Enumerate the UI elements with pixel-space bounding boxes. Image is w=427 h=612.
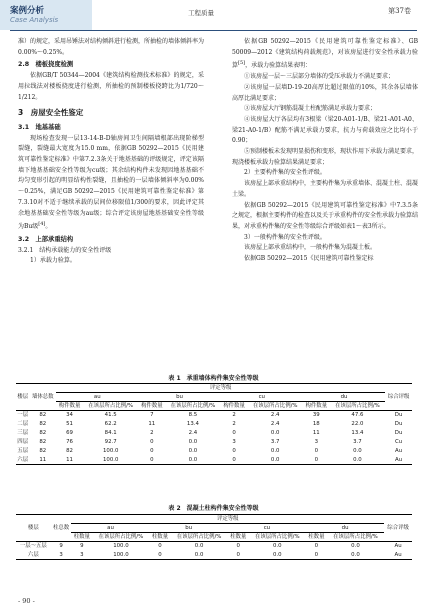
cell: 82 <box>39 439 47 445</box>
table1 <box>16 383 412 465</box>
cell: 18 <box>312 421 320 427</box>
cell: 0.0 <box>327 551 384 560</box>
cell: 51 <box>66 421 73 427</box>
paragraph: 准）的规定，采用吊锤法对结构倾斜进行检测，所抽检的墙体倾斜率为0.00%～0.25%。 <box>18 38 205 56</box>
cell: 2.4 <box>188 430 198 436</box>
cell: 13.4 <box>351 430 364 436</box>
list-item: ③该房屋大厅钢筋混凝土柱配筋满足承载力要求； <box>244 105 377 113</box>
paragraph: 该房屋上部承重结构中，一般构件集为混凝土板。 <box>244 244 377 252</box>
col-total-header: 柱总数 <box>51 515 72 542</box>
table-row <box>16 447 412 456</box>
cell: 0.0 <box>270 448 280 454</box>
cell: 82 <box>39 430 47 436</box>
right-column <box>232 37 418 265</box>
cell: 13.4 <box>186 421 199 427</box>
cell: 82 <box>39 421 47 427</box>
cell: 0 <box>236 543 240 550</box>
list-item: ①该房屋一层～三层部分墙体的受压承载力不满足要求； <box>244 73 395 81</box>
sub-ratio: 在该层所占比例/% <box>92 533 149 542</box>
col-floor-header: 楼层 <box>16 384 29 411</box>
cell: 二层 <box>17 421 29 427</box>
col-floor-header: 楼层 <box>16 515 51 542</box>
cell: 47.6 <box>351 412 364 419</box>
cell: 11 <box>148 421 156 427</box>
grade-cu: cu <box>228 524 306 533</box>
cell: 三层 <box>17 430 29 436</box>
paragraph: 依据GB 50292—2015《民用建筑可靠性鉴定标 <box>244 255 374 263</box>
cell: 0 <box>306 551 327 560</box>
sub-ratio: 在该层所占比例/% <box>330 402 385 411</box>
cell: 2.4 <box>270 412 280 419</box>
cell: 0 <box>232 430 236 436</box>
left-column <box>18 37 204 267</box>
cell: 41.5 <box>104 412 117 419</box>
citation: [4] <box>38 221 46 228</box>
table-row <box>16 438 412 447</box>
sub-ratio: 在该层所占比例/% <box>247 402 302 411</box>
cell: 2 <box>150 430 154 436</box>
cell: 100.0 <box>92 551 149 560</box>
heading-3-2-1: 3.2.1 结构承载能力的安全性评级 <box>18 246 112 254</box>
cell: 3 <box>71 551 92 560</box>
list-item: ②该房屋一层墙D-19-20高厚比超过限值的10%，其余各层墙体高厚比满足要求； <box>232 83 418 102</box>
cell: 2 <box>232 412 236 419</box>
cell: 0.0 <box>330 456 385 465</box>
cell: 39 <box>312 412 320 419</box>
cell: Du <box>394 421 403 427</box>
section-title: 案例分析 <box>10 6 45 16</box>
citation: [5] <box>238 60 246 67</box>
cell: 0 <box>150 448 154 454</box>
sub-count: 构件数量 <box>56 402 83 411</box>
cell: 34 <box>66 412 73 419</box>
paragraph-text: ，承载力验算结果表明： <box>245 62 312 70</box>
col-total-header: 墙体总数 <box>29 384 56 411</box>
cell: 8.5 <box>188 412 198 419</box>
grade-bu: bu <box>150 524 228 533</box>
list-item: 2）主要构件集的安全性评级。 <box>244 169 326 177</box>
cell: 0.0 <box>165 456 220 465</box>
cell: 0 <box>232 448 236 454</box>
sub-count: 柱数量 <box>150 533 171 542</box>
sub-count: 柱数量 <box>228 533 249 542</box>
cell: 0.0 <box>170 551 227 560</box>
cell: 0 <box>314 448 319 454</box>
cell: 六层 <box>16 551 51 560</box>
heading-2-8: 2.8 楼板挠度检测 <box>18 61 74 69</box>
cell: 3 <box>232 439 236 445</box>
paragraph <box>232 37 418 72</box>
table1-caption: 表 1 承重墙体构件集安全性等级 <box>168 375 259 382</box>
cell: 0 <box>303 456 330 465</box>
sub-ratio: 在该层所占比例/% <box>165 402 220 411</box>
cell: 0.0 <box>353 448 362 454</box>
cell: 11 <box>312 430 320 436</box>
paragraph: 现场检查发现一层13-14-B-D轴房间卫生间隔墙根部出现阶梯型裂缝，裂缝最大宽度为15.0 mm，依据GB 50292—2015《民用建筑可靠性鉴定标准》中第7.2.3条关于地基基础的评级规定，评定该隔墙下地基基础安全性等级为cu级；其余结构构件未发现因地基基础不均匀变形引起的明显结构性裂缝，且抽检的一层墙体倾斜率为0.00%～0.25%，满足GB 50292—2015《民用建筑可靠性鉴定标准》第7.3.10对不适于继续承载的层间位移限值1/300的要求，因此评定其余地基基础安全性等级为au级；综合评定该房屋地基基础安全性等级为Bu级[4]。 <box>18 134 204 231</box>
cell: 9 <box>59 543 63 550</box>
cell: Du <box>394 430 403 436</box>
table-row <box>16 551 412 560</box>
cell: 0 <box>158 543 162 550</box>
cell: 六层 <box>17 456 29 463</box>
table-row <box>16 456 412 465</box>
cell: 11 <box>56 456 83 465</box>
cell: 3.7 <box>353 439 362 445</box>
cell: 82 <box>39 412 47 419</box>
list-item: ④该房屋大厅各层均有3根梁（梁20-A01-1/B、梁21-A01-A0、梁21-A0-1/B）配筋不满足承载力要求，抗力与荷载效应之比均小于0.90； <box>232 115 418 145</box>
cell: 四层 <box>17 439 29 445</box>
paragraph: 1）承载力验算。 <box>30 257 76 265</box>
cell: Du <box>394 412 403 419</box>
table-row <box>16 542 412 551</box>
cell: Au <box>385 456 412 465</box>
grade-au: au <box>56 393 138 402</box>
paragraph-text: 现场检查发现一层13-14-B-D轴房间卫生间隔墙根部出现阶梯型裂缝，裂缝最大宽度为15.0 mm，依据GB 50292—2015《民用建筑可靠性鉴定标准》中第7.2.3条关于地基基础的评级规定，评定该隔墙下地基基础安全性等级为cu级；其余结构构件未发现因地基基础不均匀变形引起的明显结构性裂缝，且抽检的一层墙体倾斜率为0.00%～0.25%，满足GB 50292—2015《民用建筑可靠性鉴定标准》第7.3.10对不适于继续承载的层间位移限值1/300的要求，因此评定其余地基基础安全性等级为au级；综合评定该房屋地基基础安全性等级为Bu级 <box>18 134 204 231</box>
section-subtitle: Case Analysis <box>10 16 59 24</box>
grade-du: du <box>306 524 384 533</box>
table2-caption: 表 2 混凝土柱构件集安全性等级 <box>168 505 259 512</box>
cell: 11 <box>29 456 56 465</box>
cell: 一层～五层 <box>19 543 47 550</box>
cell: 0.0 <box>188 448 198 454</box>
sub-count: 柱数量 <box>306 533 327 542</box>
cell: 0 <box>221 456 248 465</box>
sub-count: 构件数量 <box>303 402 330 411</box>
grade-bu: bu <box>138 393 220 402</box>
sub-ratio: 在该层所占比例/% <box>83 402 138 411</box>
group-header: 评定等级 <box>56 384 385 393</box>
cell: 0 <box>228 551 249 560</box>
col-result-header: 综合评级 <box>384 515 412 542</box>
cell: 76 <box>66 439 73 445</box>
cell: 0.0 <box>272 543 282 550</box>
heading-3-1: 3.1 地基基础 <box>18 123 61 131</box>
cell: 2.4 <box>270 421 280 427</box>
paragraph-text: 依据GB 50292—2015《民用建筑可靠性鉴定标准》、GB 50009—2012《建筑结构荷载规范》，对该房屋进行安全性承载力验算 <box>232 38 418 70</box>
cell: Cu <box>394 439 403 445</box>
cell: 0 <box>150 439 154 445</box>
group-header: 评定等级 <box>71 515 384 524</box>
sub-count: 构件数量 <box>221 402 248 411</box>
cell: 0 <box>138 456 165 465</box>
heading-3: 3 房屋安全性鉴定 <box>18 108 84 118</box>
cell: 五层 <box>17 448 29 454</box>
cell: 一层 <box>17 412 29 419</box>
cell: 0 <box>150 551 171 560</box>
paragraph: 依据GB/T 50344—2004《建筑结构检测技术标准》的规定，采用拉线法对楼板挠度进行检测，所抽检的预制楼板挠跨比为1/720～1/212。 <box>18 72 204 101</box>
cell: 22.0 <box>351 421 364 427</box>
table-row <box>16 429 412 438</box>
table-row <box>16 411 412 420</box>
cell: Au <box>384 551 412 560</box>
cell: 0.0 <box>270 430 280 436</box>
cell: 0.0 <box>194 543 204 550</box>
cell: 3.7 <box>270 439 280 445</box>
cell: 0.0 <box>188 439 198 445</box>
cell: 69 <box>66 430 73 436</box>
cell: Au <box>395 448 403 454</box>
cell: 62.2 <box>104 421 117 427</box>
volume-label: 第37卷 <box>388 7 411 15</box>
journal-name: 工程质量 <box>188 9 214 17</box>
cell: 3 <box>314 439 319 445</box>
cell: 100.0 <box>102 448 119 454</box>
page-number: - 90 - <box>18 597 35 605</box>
cell: 100.0 <box>83 456 138 465</box>
cell: 7 <box>150 412 154 419</box>
sub-ratio: 在该层所占比例/% <box>327 533 384 542</box>
cell: 0.0 <box>249 551 306 560</box>
heading-3-2: 3.2 上部承重结构 <box>18 235 74 243</box>
cell: 82 <box>66 448 73 454</box>
sub-ratio: 在该层所占比例/% <box>249 533 306 542</box>
list-item: ⑤预制楼板未发现明显损伤和变形，现状作用下承载力满足要求，现浇楼板承载力验算结果满足要求； <box>232 148 419 166</box>
cell: 0.0 <box>247 456 302 465</box>
table2 <box>16 514 412 560</box>
paragraph: 依据GB 50292—2015《民用建筑可靠性鉴定标准》中7.3.5条之规定，根据主要构件的检查以及关于承重构件的安全性承载力验算结果，对承重构件集的安全性等级综合评级如表1～表3所示。 <box>232 201 419 230</box>
header-rule <box>10 30 417 31</box>
cell: 3 <box>51 551 72 560</box>
grade-du: du <box>303 393 385 402</box>
grade-cu: cu <box>221 393 303 402</box>
table-row <box>16 420 412 429</box>
cell: 2 <box>232 421 236 427</box>
sub-count: 构件数量 <box>138 402 165 411</box>
cell: 100.0 <box>113 543 129 550</box>
paragraph: 该房屋上部承重结构中，主要构件集为承重墙体、混凝土柱、混凝土梁。 <box>232 180 419 198</box>
sub-ratio: 在该层所占比例/% <box>170 533 227 542</box>
col-result-header: 综合评级 <box>385 384 412 411</box>
sub-count: 柱数量 <box>71 533 92 542</box>
cell: 9 <box>80 543 84 550</box>
cell: 92.7 <box>104 439 117 445</box>
grade-au: au <box>71 524 149 533</box>
page-header <box>0 0 427 32</box>
cell: 0 <box>314 543 319 550</box>
list-item: 3）一般构件集的安全性评级。 <box>244 233 326 241</box>
cell: 82 <box>39 448 47 454</box>
cell: Au <box>394 543 402 550</box>
cell: 84.1 <box>104 430 117 436</box>
cell: 0.0 <box>351 543 360 550</box>
